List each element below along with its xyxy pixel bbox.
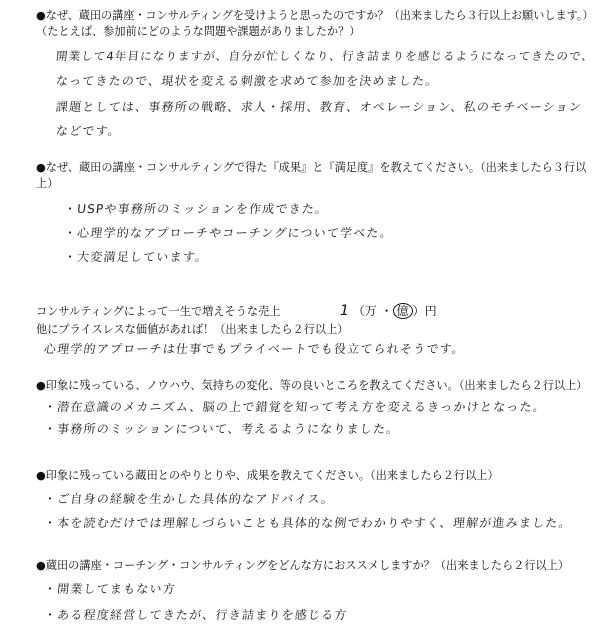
question-6-line-1: ●蔵田の講座・コーチング・コンサルティングをどんな方におススメしますか？（出来ましたら２行以上） [36, 559, 570, 572]
answer-3-line-1: 心理学的アプローチは仕事でもプライベートでも役立てられそうです。 [43, 342, 466, 356]
sales-unit-oku-circled: 億 [393, 303, 413, 319]
answer-2-line-1: ・USPや事務所のミッションを作成できた。 [63, 202, 330, 216]
answer-1-line-3: 課題としては、事務所の戦略、求人・採用、教育、オペレーション、私のモチベーション [55, 100, 583, 114]
answer-2-line-3: ・大変満足しています。 [63, 250, 209, 264]
question-4-line-1: ●印象に残っている、ノウハウ、気持ちの変化、等の良いところを教えてください。（出来ましたら２行以上） [36, 379, 588, 392]
answer-6-line-2: ・ある程度経営してきたが、行き詰まりを感じる方 [43, 608, 349, 622]
question-2-line-1: ●なぜ、蔵田の講座・コンサルティングで得た『成果』と『満足度』を教えてください。（出来ましたら３行以 [36, 161, 587, 174]
answer-1-line-2: なってきたので、現状を変える刺激を求めて参加を決めました。 [55, 74, 440, 88]
answer-6-line-1: ・開業してまもない方 [43, 582, 177, 596]
answer-1-line-4: などです。 [55, 124, 122, 138]
question-3-line-2: 他にプライスレスな価値があれば！（出来ましたら２行以上） [36, 323, 349, 336]
sales-value: 1 [340, 303, 349, 319]
answer-5-line-1: ・ご自身の経験を生かした具体的なアドバイス。 [43, 492, 336, 506]
answer-5-line-2: ・本を読むだけでは理解しづらいことも具体的な例でわかりやすく、理解が進みました。 [43, 516, 573, 530]
question-3-line-1: コンサルティングによって一生で増えそうな売上 [36, 305, 281, 318]
sales-unit-man: 万 [364, 304, 377, 318]
answer-4-line-2: ・事務所のミッションについて、考えるようになりました。 [43, 422, 401, 436]
question-1-line-2: （たとえば、参加前にどのような問題や課題がありましたか？） [36, 25, 361, 38]
answer-1-line-1: 開業して4年目になりますが、自分が忙しくなり、行き詰まりを感じるようになってきたので、 [55, 49, 595, 63]
sales-unit-en: 円 [424, 304, 437, 318]
sales-estimate: 1 （万 ・ 億 ）円 [340, 303, 437, 319]
question-2-line-2: 上） [36, 177, 59, 190]
answer-4-line-1: ・潜在意識のメカニズム、脳の上で錯覚を知って考え方を変えるきっかけとなった。 [43, 400, 547, 414]
answer-2-line-2: ・心理学的なアプローチやコーチングについて学べた。 [63, 226, 394, 240]
question-1-line-1: ●なぜ、蔵田の講座・コンサルティングを受けようと思ったのですか？（出来ましたら３行以上お願いします。） [36, 9, 594, 22]
question-5-line-1: ●印象に残っている蔵田とのやりとりや、成果を教えてください。（出来ましたら２行以上） [36, 469, 499, 482]
